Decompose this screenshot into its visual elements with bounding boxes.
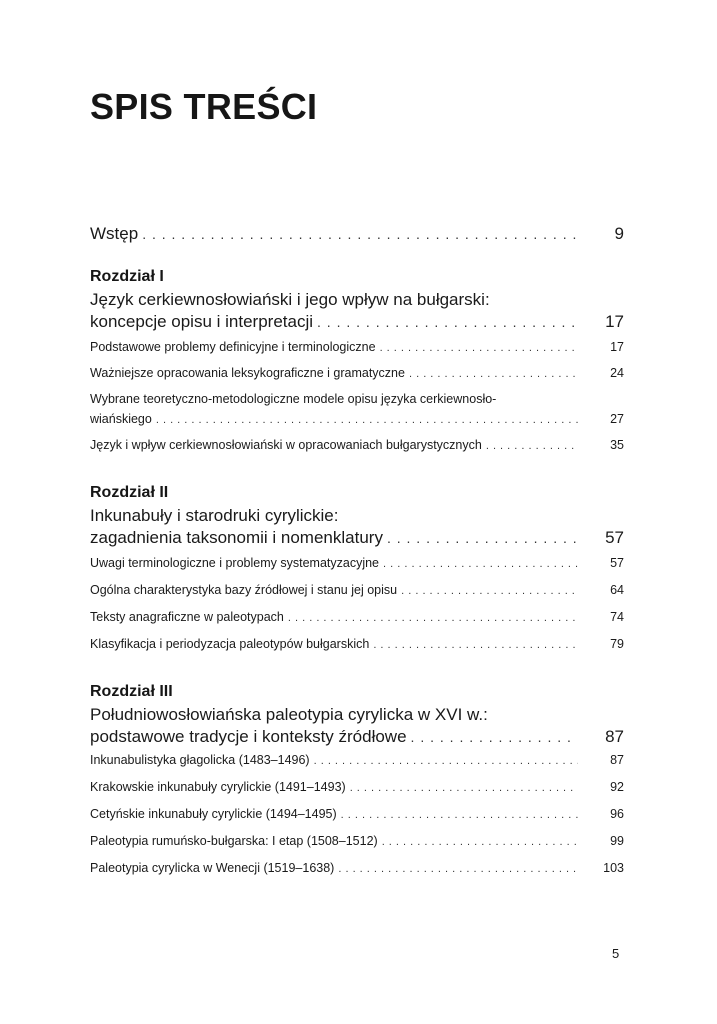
page-number: 5 [612, 946, 620, 961]
dot-leader [383, 558, 578, 570]
toc-entry-section[interactable] [90, 861, 624, 881]
toc-entry-section[interactable] [90, 438, 624, 458]
chapter-block-2 [90, 484, 624, 657]
toc-entry-chapter[interactable] [90, 527, 624, 549]
dot-leader [387, 527, 578, 549]
toc-entry-label: Ogólna charakterystyka bazy źródłowej i stanu jej opisu [90, 583, 398, 597]
toc-entry-label-continued: wiańskiego [90, 412, 152, 426]
toc-entry-page: 57 [610, 556, 624, 570]
toc-entry-continuation [90, 412, 624, 432]
toc-entry-page: 87 [605, 727, 624, 746]
dot-leader [350, 782, 578, 794]
toc-entry-section[interactable] [90, 780, 624, 800]
chapter-block-3 [90, 683, 624, 881]
toc-entry-section[interactable] [90, 392, 624, 432]
toc-entry-chapter[interactable] [90, 311, 624, 333]
dot-leader [380, 342, 578, 354]
table-of-contents [90, 224, 624, 881]
dot-leader [409, 368, 578, 380]
chapter-heading-line: Południowosłowiańska paleotypia cyrylicka w XVI w.: [90, 705, 488, 724]
toc-entry-page: 92 [610, 780, 624, 794]
toc-entry-label: zagadnienia taksonomii i nomenklatury [90, 528, 383, 547]
dot-leader [156, 414, 578, 426]
toc-entry-label: Uwagi terminologiczne i problemy systematyzacyjne [90, 556, 380, 570]
dot-leader [288, 612, 578, 624]
toc-entry-label: Paleotypia rumuńsko-bułgarska: I etap (1508–1512) [90, 834, 378, 848]
dot-leader [314, 755, 578, 767]
chapter-title: Rozdział III [90, 683, 173, 700]
toc-entry-label: Ważniejsze opracowania leksykograficzne i gramatyczne [90, 366, 405, 380]
page-title: SPIS TREŚCI [90, 86, 318, 127]
toc-entry-page: 17 [605, 312, 624, 331]
toc-entry-label: koncepcje opisu i interpretacji [90, 312, 314, 331]
toc-entry-section[interactable] [90, 366, 624, 386]
toc-entry-page: 35 [610, 438, 624, 452]
toc-entry-section[interactable] [90, 583, 624, 603]
chapter-block-1 [90, 268, 624, 458]
toc-entry-page: 79 [610, 637, 624, 651]
toc-entry-section[interactable] [90, 834, 624, 854]
dot-leader [373, 639, 578, 651]
toc-entry-chapter[interactable] [90, 726, 624, 748]
toc-entry-label: Inkunabulistyka głagolicka (1483–1496) [90, 753, 310, 767]
toc-entry-page: 57 [605, 528, 624, 547]
toc-entry-section[interactable] [90, 807, 624, 827]
chapter-heading-line: Język cerkiewnosłowiański i jego wpływ na bułgarski: [90, 290, 490, 309]
toc-entry-section[interactable] [90, 340, 624, 360]
toc-entry-section[interactable] [90, 610, 624, 630]
dot-leader [142, 226, 578, 242]
chapter-heading-line: Inkunabuły i starodruki cyrylickie: [90, 506, 339, 525]
dot-leader [338, 863, 578, 875]
toc-entry-label: podstawowe tradycje i konteksty źródłowe [90, 727, 407, 746]
toc-entry-label: Cetyńskie inkunabuły cyrylickie (1494–1495) [90, 807, 337, 821]
toc-entry-label: Wstęp [90, 224, 139, 243]
dot-leader [317, 311, 578, 333]
toc-entry-page: 24 [610, 366, 624, 380]
toc-entry-label: Krakowskie inkunabuły cyrylickie (1491–1493) [90, 780, 346, 794]
toc-entry-section[interactable] [90, 753, 624, 773]
toc-entry-page: 27 [610, 412, 624, 426]
toc-entry-section[interactable] [90, 637, 624, 657]
chapter-title: Rozdział I [90, 268, 164, 285]
toc-entry-page: 64 [610, 583, 624, 597]
dot-leader [486, 440, 578, 452]
toc-entry-page: 103 [603, 861, 624, 875]
toc-entry-page: 87 [610, 753, 624, 767]
dot-leader [401, 585, 578, 597]
toc-entry-page: 9 [614, 224, 624, 243]
toc-entry-section[interactable] [90, 556, 624, 576]
toc-entry-label: Podstawowe problemy definicyjne i terminologiczne [90, 340, 376, 354]
toc-entry-label: Wybrane teoretyczno-metodologiczne modele opisu języka cerkiewnosło- [90, 392, 497, 406]
toc-entry-label: Teksty anagraficzne w paleotypach [90, 610, 284, 624]
toc-entry-intro[interactable] [90, 224, 624, 248]
dot-leader [341, 809, 578, 821]
toc-entry-label: Paleotypia cyrylicka w Wenecji (1519–1638) [90, 861, 335, 875]
toc-entry-label: Język i wpływ cerkiewnosłowiański w opracowaniach bułgarystycznych [90, 438, 482, 452]
toc-entry-page: 96 [610, 807, 624, 821]
toc-entry-page: 99 [610, 834, 624, 848]
dot-leader [411, 726, 578, 748]
toc-entry-page: 74 [610, 610, 624, 624]
toc-entry-label: Klasyfikacja i periodyzacja paleotypów bułgarskich [90, 637, 370, 651]
chapter-title: Rozdział II [90, 484, 169, 501]
toc-entry-page: 17 [610, 340, 624, 354]
dot-leader [382, 836, 578, 848]
